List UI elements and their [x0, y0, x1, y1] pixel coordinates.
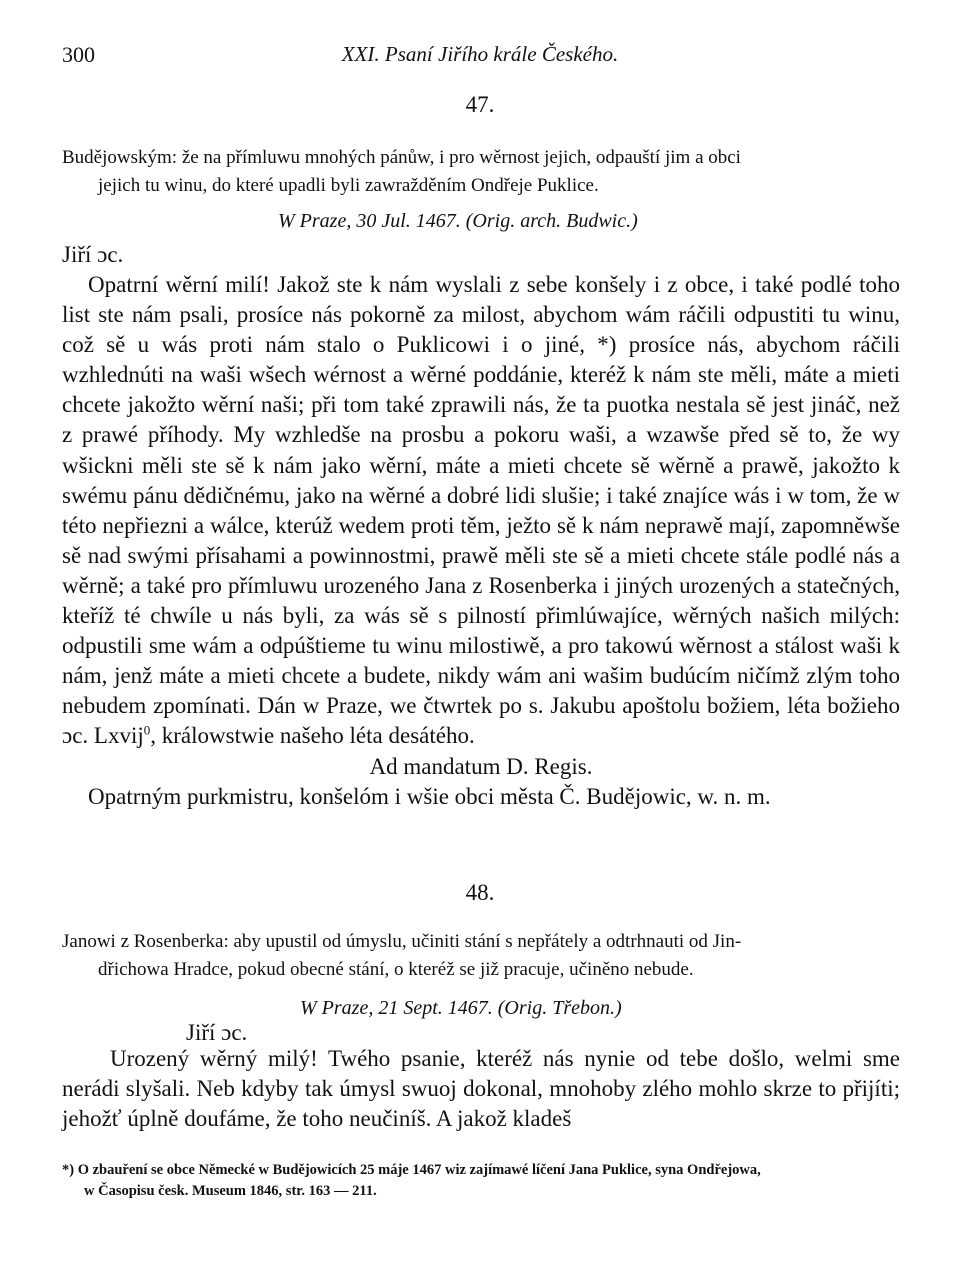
dateline-place-date: W Praze, 21 Sept. 1467. [300, 997, 493, 1019]
letter-paragraph: Urozený wěrný milý! Twého psanie, kteréž nás nynie od tebe došlo, welmi sme nerádi slyšali. Neb kdyby tak úmysl swuoj dokonal, mnohoby zlého mohlo skrze to přijíti; jehožť úplně doufáme, že toho neučiníš. A jakož kladeš [62, 1046, 900, 1132]
dateline-source: (Orig. arch. Budwic.) [465, 210, 638, 232]
sender-48: Jiří ɔc. [186, 1020, 248, 1045]
dateline-48 [300, 997, 622, 1020]
letter-text-end: , králowstwie našeho léta desátého. [150, 723, 475, 749]
regest-addressee: Budějowským: [62, 147, 178, 168]
dateline-source: (Orig. Třebon.) [497, 997, 622, 1019]
page-header [62, 42, 898, 72]
regest-text-line1: že na přímluwu mnohých pánůw, i pro wěrnost jejich, odpauští jim a obci [181, 147, 741, 168]
address-line: Opatrným purkmistru, konšelóm i wšie obci města Č. Budějowic, w. n. m. [88, 783, 771, 809]
footnote-line1: O zbauření se obce Německé w Budějowicích 25 máje 1467 wiz zajímawé líčení Jana Puklice, syna Ondřejowa, [77, 1162, 761, 1178]
letter-paragraph [62, 270, 900, 752]
regest-text-line2: dřichowa Hradce, pokud obecné stání, o kteréž se již pracuje, učiněno nebude. [98, 959, 694, 980]
footnote-marker: *) [62, 1162, 75, 1178]
document-number-47: 47. [465, 92, 495, 117]
superscript: 0 [143, 722, 151, 738]
letter-text: Opatrní wěrní milí! Jakož ste k nám wyslali z sebe konšely i z obce, i také podlé toho list ste nám psali, prosíce nás pokorně za milost, abychom wám ráčili odpustiti tu winu, což sě u wás proti nám stalo o Puklicowi i o jiné, *) prosíce nás, abychom ráčili wzhlednúti na waši wšech wérnost a wěrné poddánie, kteréž k nám ste měli, máte a mieti chcete jakožto wěrní naši; při tom také zprawili nás, že ta puotka nestala sě jest jináč, než z prawé příhody. My wzhledše na prosbu a pokoru waši, a wzawše před sě to, že wy wšickni měli ste sě k nám jako wěrní, máte a mieti chcete sě wěrně a prawě, jakožto k swému pánu dědičnému, jako na wěrné a dobré lidi slušie; i také znajíce wás i w tom, že w této nepřiezni a wálce, kterúž wedem proti těm, ježto sě k nám neprawě mají, zapomněwše sě nad swými přísahami a powinnostmi, prawě měli ste sě a mieti chcete stále podlé nás a wěrně; a také pro přímluwu urozeného Jana z Rosenberka i jiných urozených a statečných, kteříž té chwíle u nás byli, za wás sě s pilností přimlúwajíce, wěrných našich milých: odpustili sme wám a odpúštieme tu winu milostiwě, a pro takowú wěrnost a stálost waši k nám, jenž máte a mieti chcete a budete, nikdy wám ani wašim budúcím ničímž zlým toho nebudem zpomínati. Dán w Praze, we čtwrtek po s. Jakubu apoštolu božiem, léta božieho ɔc. Lxvij [62, 272, 900, 749]
dateline-47 [278, 210, 638, 233]
regest-47 [62, 144, 900, 200]
footnote-line2: w Časopisu česk. Museum 1846, str. 163 — 211. [84, 1183, 377, 1199]
running-head: XXI. Psaní Jiřího krále Českého. [341, 42, 619, 66]
regest-addressee: Janowi z Rosenberka: [62, 931, 229, 952]
page-number: 300 [62, 42, 95, 67]
document-number-48: 48. [465, 880, 495, 905]
letter-body-48 [62, 1044, 900, 1134]
regest-48 [62, 928, 900, 984]
mandate-line: Ad mandatum D. Regis. [369, 753, 593, 779]
dateline-place-date: W Praze, 30 Jul. 1467. [278, 210, 461, 232]
regest-text-line2: jejich tu winu, do které upadli byli zawražděním Ondřeje Puklice. [98, 175, 599, 196]
letter-body-47 [62, 270, 900, 812]
sender-47: Jiří ɔc. [62, 242, 124, 267]
footnote [62, 1160, 902, 1202]
regest-text-line1: aby upustil od úmyslu, učiniti stání s nepřátely a odtrhnauti od Jin- [233, 931, 742, 952]
